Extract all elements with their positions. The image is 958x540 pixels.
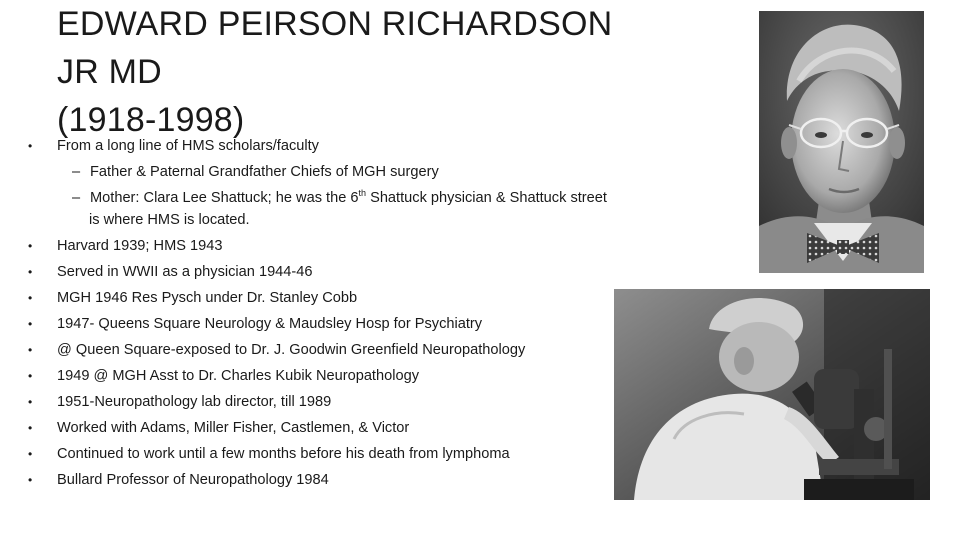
bullet-dot-icon: • xyxy=(28,447,33,461)
bullet-dot-icon: • xyxy=(28,343,33,357)
bullet-dot-icon: • xyxy=(28,473,33,487)
bullet-dot-icon: • xyxy=(28,291,33,305)
portrait-illustration xyxy=(759,11,924,273)
bullet-dot-icon: • xyxy=(28,421,33,435)
microscope-illustration xyxy=(614,289,930,500)
dash-icon: – xyxy=(72,190,81,206)
title-line-1: EDWARD PEIRSON RICHARDSON xyxy=(57,5,613,43)
bullet-dot-icon: • xyxy=(28,265,33,279)
bullet-dot-icon: • xyxy=(28,239,33,253)
title-line-3: (1918-1998) xyxy=(57,101,245,139)
bullet-dot-icon: • xyxy=(28,369,33,383)
microscope-photo xyxy=(614,289,930,500)
dash-icon: – xyxy=(72,164,81,180)
bullet-dot-icon: • xyxy=(28,139,33,153)
bullet-dot-icon: • xyxy=(28,317,33,331)
bullet-dot-icon: • xyxy=(28,395,33,409)
title-line-2: JR MD xyxy=(57,53,162,91)
portrait-photo xyxy=(759,11,924,273)
slide-title xyxy=(57,0,697,144)
